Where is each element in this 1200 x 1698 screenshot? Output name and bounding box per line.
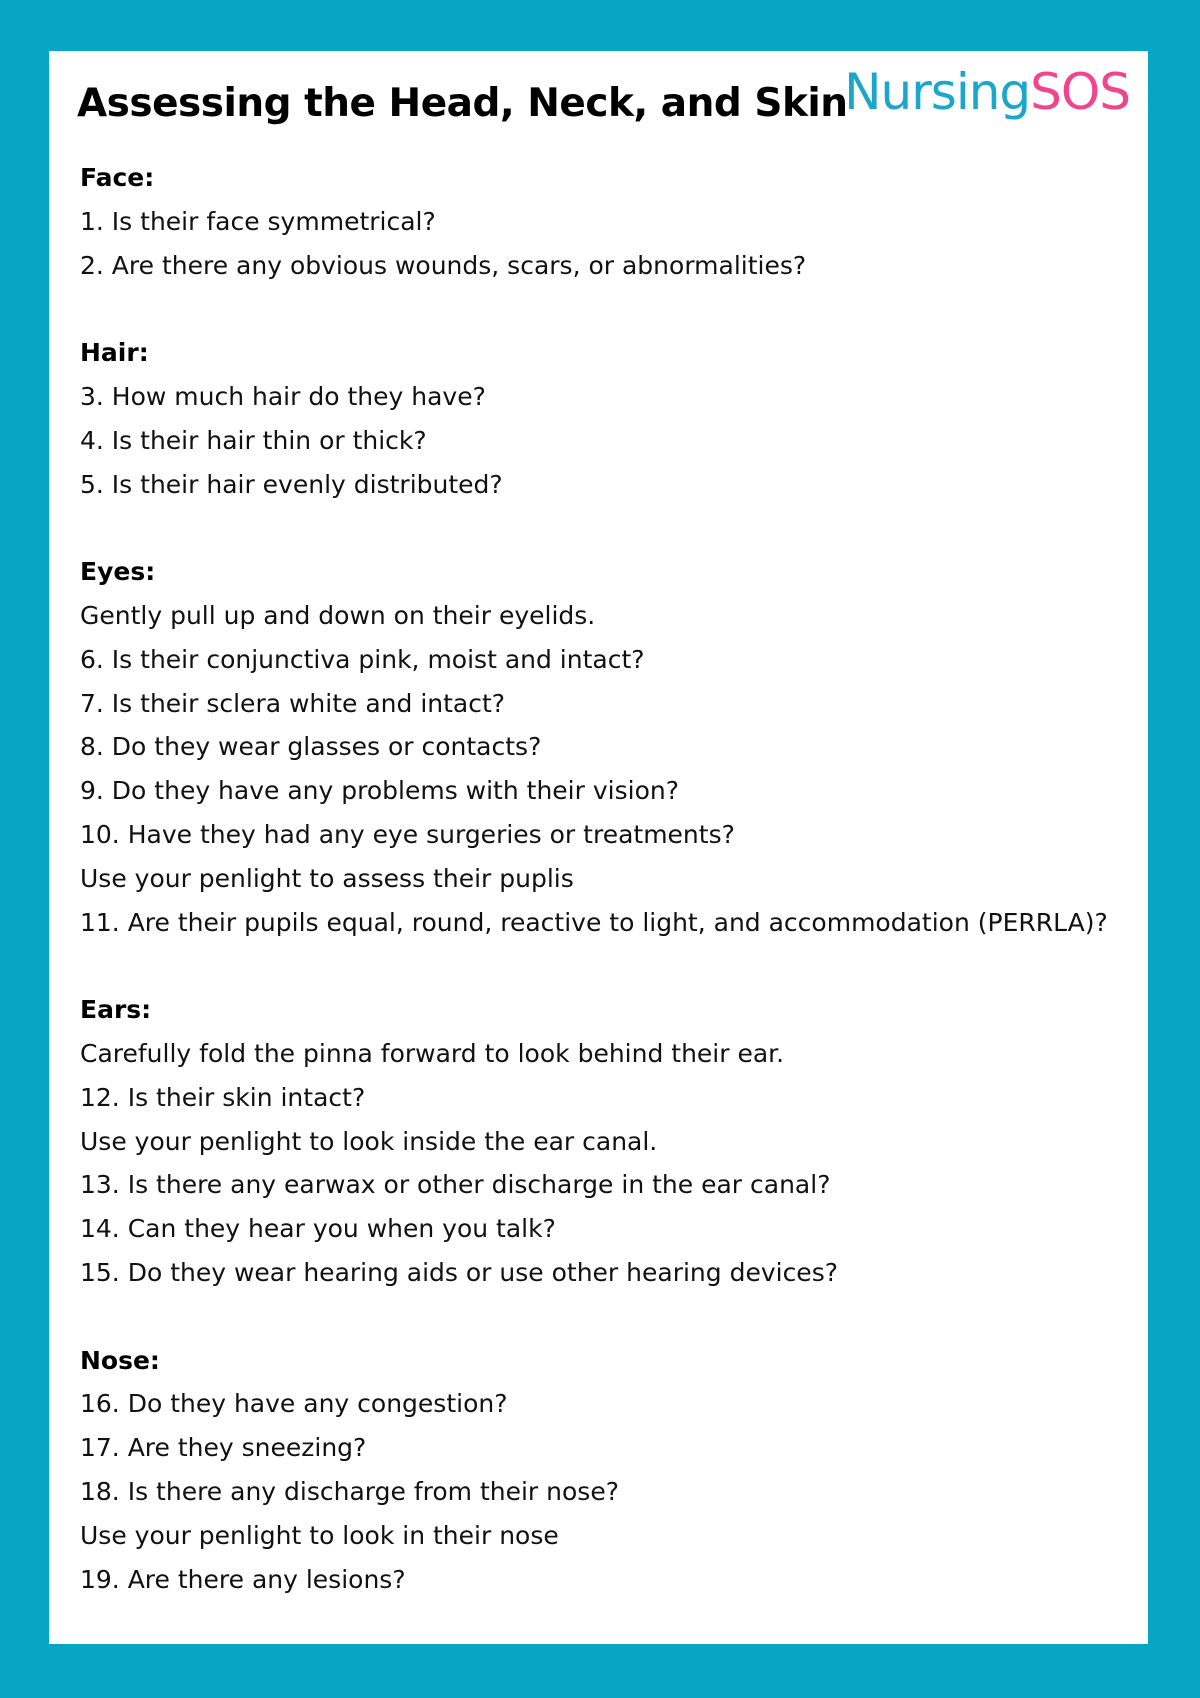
checklist-line: 14. Can they hear you when you talk? xyxy=(80,1214,556,1244)
checklist-line: Use your penlight to look inside the ear canal. xyxy=(80,1126,658,1156)
checklist-line: 16. Do they have any congestion? xyxy=(80,1389,508,1419)
checklist-line: 6. Is their conjunctiva pink, moist and intact? xyxy=(80,644,645,674)
section-heading: Face: xyxy=(80,163,155,192)
checklist-line: 5. Is their hair evenly distributed? xyxy=(80,469,503,499)
section-heading: Ears: xyxy=(80,995,152,1025)
checklist-line: Carefully fold the pinna forward to look behind their ear. xyxy=(80,1038,785,1068)
checklist-line: 15. Do they wear hearing aids or use other hearing devices? xyxy=(80,1257,838,1287)
section-face xyxy=(80,156,1120,287)
section-heading: Hair: xyxy=(80,338,149,368)
assessment-content xyxy=(80,156,1120,1601)
nursingsos-logo xyxy=(844,63,1130,121)
checklist-line: 4. Is their hair thin or thick? xyxy=(80,425,427,455)
logo-text-sos: SOS xyxy=(1030,63,1130,121)
checklist-line: 9. Do they have any problems with their vision? xyxy=(80,776,679,806)
section-hair xyxy=(80,331,1120,506)
checklist-line: 3. How much hair do they have? xyxy=(80,381,486,411)
checklist-line: 8. Do they wear glasses or contacts? xyxy=(80,732,542,762)
section-eyes xyxy=(80,550,1120,944)
checklist-line: 2. Are there any obvious wounds, scars, or abnormalities? xyxy=(80,250,807,280)
checklist-line: 18. Is there any discharge from their nose? xyxy=(80,1476,619,1506)
checklist-line: 17. Are they sneezing? xyxy=(80,1433,367,1463)
page-title: Assessing the Head, Neck, and Skin xyxy=(77,81,848,126)
checklist-line: 10. Have they had any eye surgeries or treatments? xyxy=(80,819,735,849)
checklist-line: 12. Is their skin intact? xyxy=(80,1082,366,1112)
section-ears xyxy=(80,988,1120,1295)
checklist-line: Use your penlight to assess their puplis xyxy=(80,863,574,893)
checklist-line: Use your penlight to look in their nose xyxy=(80,1520,559,1550)
section-heading: Eyes: xyxy=(80,557,156,587)
checklist-line: 19. Are there any lesions? xyxy=(80,1564,406,1594)
document-page xyxy=(49,51,1148,1644)
section-heading: Nose: xyxy=(80,1345,160,1375)
checklist-line: 11. Are their pupils equal, round, reactive to light, and accommodation (PERRLA)? xyxy=(80,907,1108,937)
checklist-line: Gently pull up and down on their eyelids. xyxy=(80,600,596,630)
logo-text-nursing: Nursing xyxy=(844,63,1031,121)
checklist-line: 7. Is their sclera white and intact? xyxy=(80,688,506,718)
checklist-line: 1. Is their face symmetrical? xyxy=(80,206,436,236)
checklist-line: 13. Is there any earwax or other discharge in the ear canal? xyxy=(80,1170,831,1200)
section-nose xyxy=(80,1339,1120,1602)
